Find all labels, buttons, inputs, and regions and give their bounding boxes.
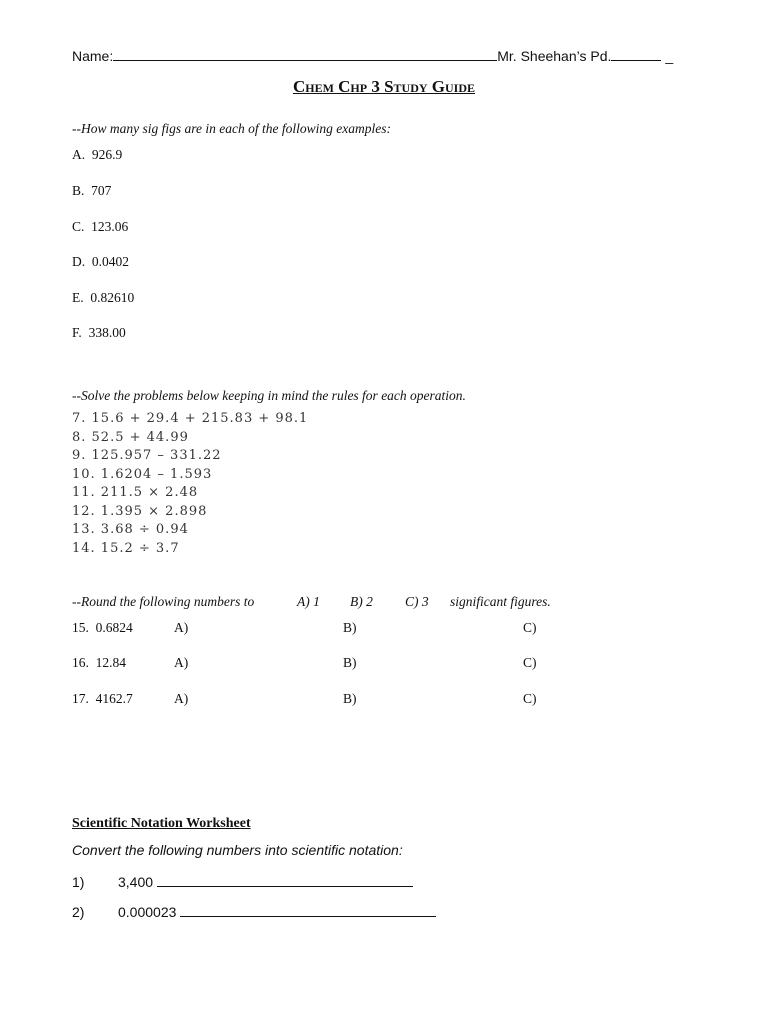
sig-fig-item-label: A. [72,147,86,162]
answer-a-label: A) [174,691,189,706]
problem-item: 9. 125.957 – 331.22 [72,448,222,463]
row-num: 17. [72,691,89,706]
answer-a-label: A) [174,655,189,670]
rounding-row-number [72,620,133,636]
row-value: 0.6824 [95,620,133,635]
sci-item-value: 0.000023 [118,904,177,920]
name-label: Name: [72,48,114,64]
problem-item: 14. 15.2 ÷ 3.7 [72,541,180,556]
rounding-option-a: A) 1 [297,594,320,609]
sig-fig-item-label: C. [72,219,85,234]
sig-fig-item-label: B. [72,183,85,198]
problem-item: 12. 1.395 × 2.898 [72,504,208,519]
sci-notation-instruction: Convert the following numbers into scientific notation: [72,842,403,858]
answer-a-label: A) [174,620,189,635]
sig-fig-item-label: F. [72,325,82,340]
sig-fig-item-value: 123.06 [91,219,129,234]
answer-b-label: B) [343,691,357,706]
problem-item: 11. 211.5 × 2.48 [72,485,199,500]
trailing-mark: _ [665,48,674,64]
row-value: 12.84 [95,655,126,670]
header-line [72,48,673,64]
sig-fig-item [72,325,126,341]
rounding-option-b: B) 2 [350,594,373,609]
sig-figs-instruction: --How many sig figs are in each of the following examples: [72,121,391,136]
answer-blank [157,874,413,887]
sig-fig-item-value: 926.9 [91,147,123,162]
sci-notation-heading: Scientific Notation Worksheet [72,816,251,831]
sig-fig-item [72,254,129,270]
rounding-instruction [72,594,254,610]
sig-fig-item-value: 338.00 [88,325,126,340]
row-num: 15. [72,620,89,635]
rounding-instruction-tail: significant figures. [450,594,551,609]
sig-fig-item-value: 707 [91,183,112,198]
answer-c-label: C) [523,691,537,706]
problem-item: 7. 15.6 + 29.4 + 215.83 + 98.1 [72,411,309,426]
sig-fig-item [72,183,111,199]
operations-instruction: --Solve the problems below keeping in mind the rules for each operation. [72,388,466,403]
sci-item [118,904,436,920]
answer-blank [180,904,436,917]
answer-c-label: C) [523,655,537,670]
teacher-period-label: Mr. Sheehan’s Pd. [497,48,612,64]
period-blank [611,48,661,61]
sci-item-value: 3,400 [118,874,154,890]
sig-fig-item-value: 0.82610 [90,290,135,305]
sci-item-number: 2) [72,904,85,920]
rounding-option-c: C) 3 [405,594,429,609]
sci-item-number: 1) [72,874,85,890]
sci-item [118,874,413,890]
answer-c-label: C) [523,620,537,635]
sig-fig-item-value: 0.0402 [91,254,129,269]
name-blank [113,48,497,61]
rounding-row-number [72,655,126,671]
sig-fig-item [72,147,122,163]
rounding-instruction-text: --Round the following numbers to [72,594,255,609]
row-num: 16. [72,655,89,670]
problem-item: 8. 52.5 + 44.99 [72,430,189,445]
problem-item: 13. 3.68 ÷ 0.94 [72,522,189,537]
row-value: 4162.7 [95,691,133,706]
sig-fig-item [72,290,134,306]
problem-item: 10. 1.6204 – 1.593 [72,467,213,482]
sig-fig-item-label: E. [72,290,84,305]
sig-fig-item [72,219,128,235]
rounding-row-number [72,691,133,707]
sig-fig-item-label: D. [72,254,86,269]
answer-b-label: B) [343,620,357,635]
page-title: Chem Chp 3 Study Guide [292,77,476,96]
answer-b-label: B) [343,655,357,670]
